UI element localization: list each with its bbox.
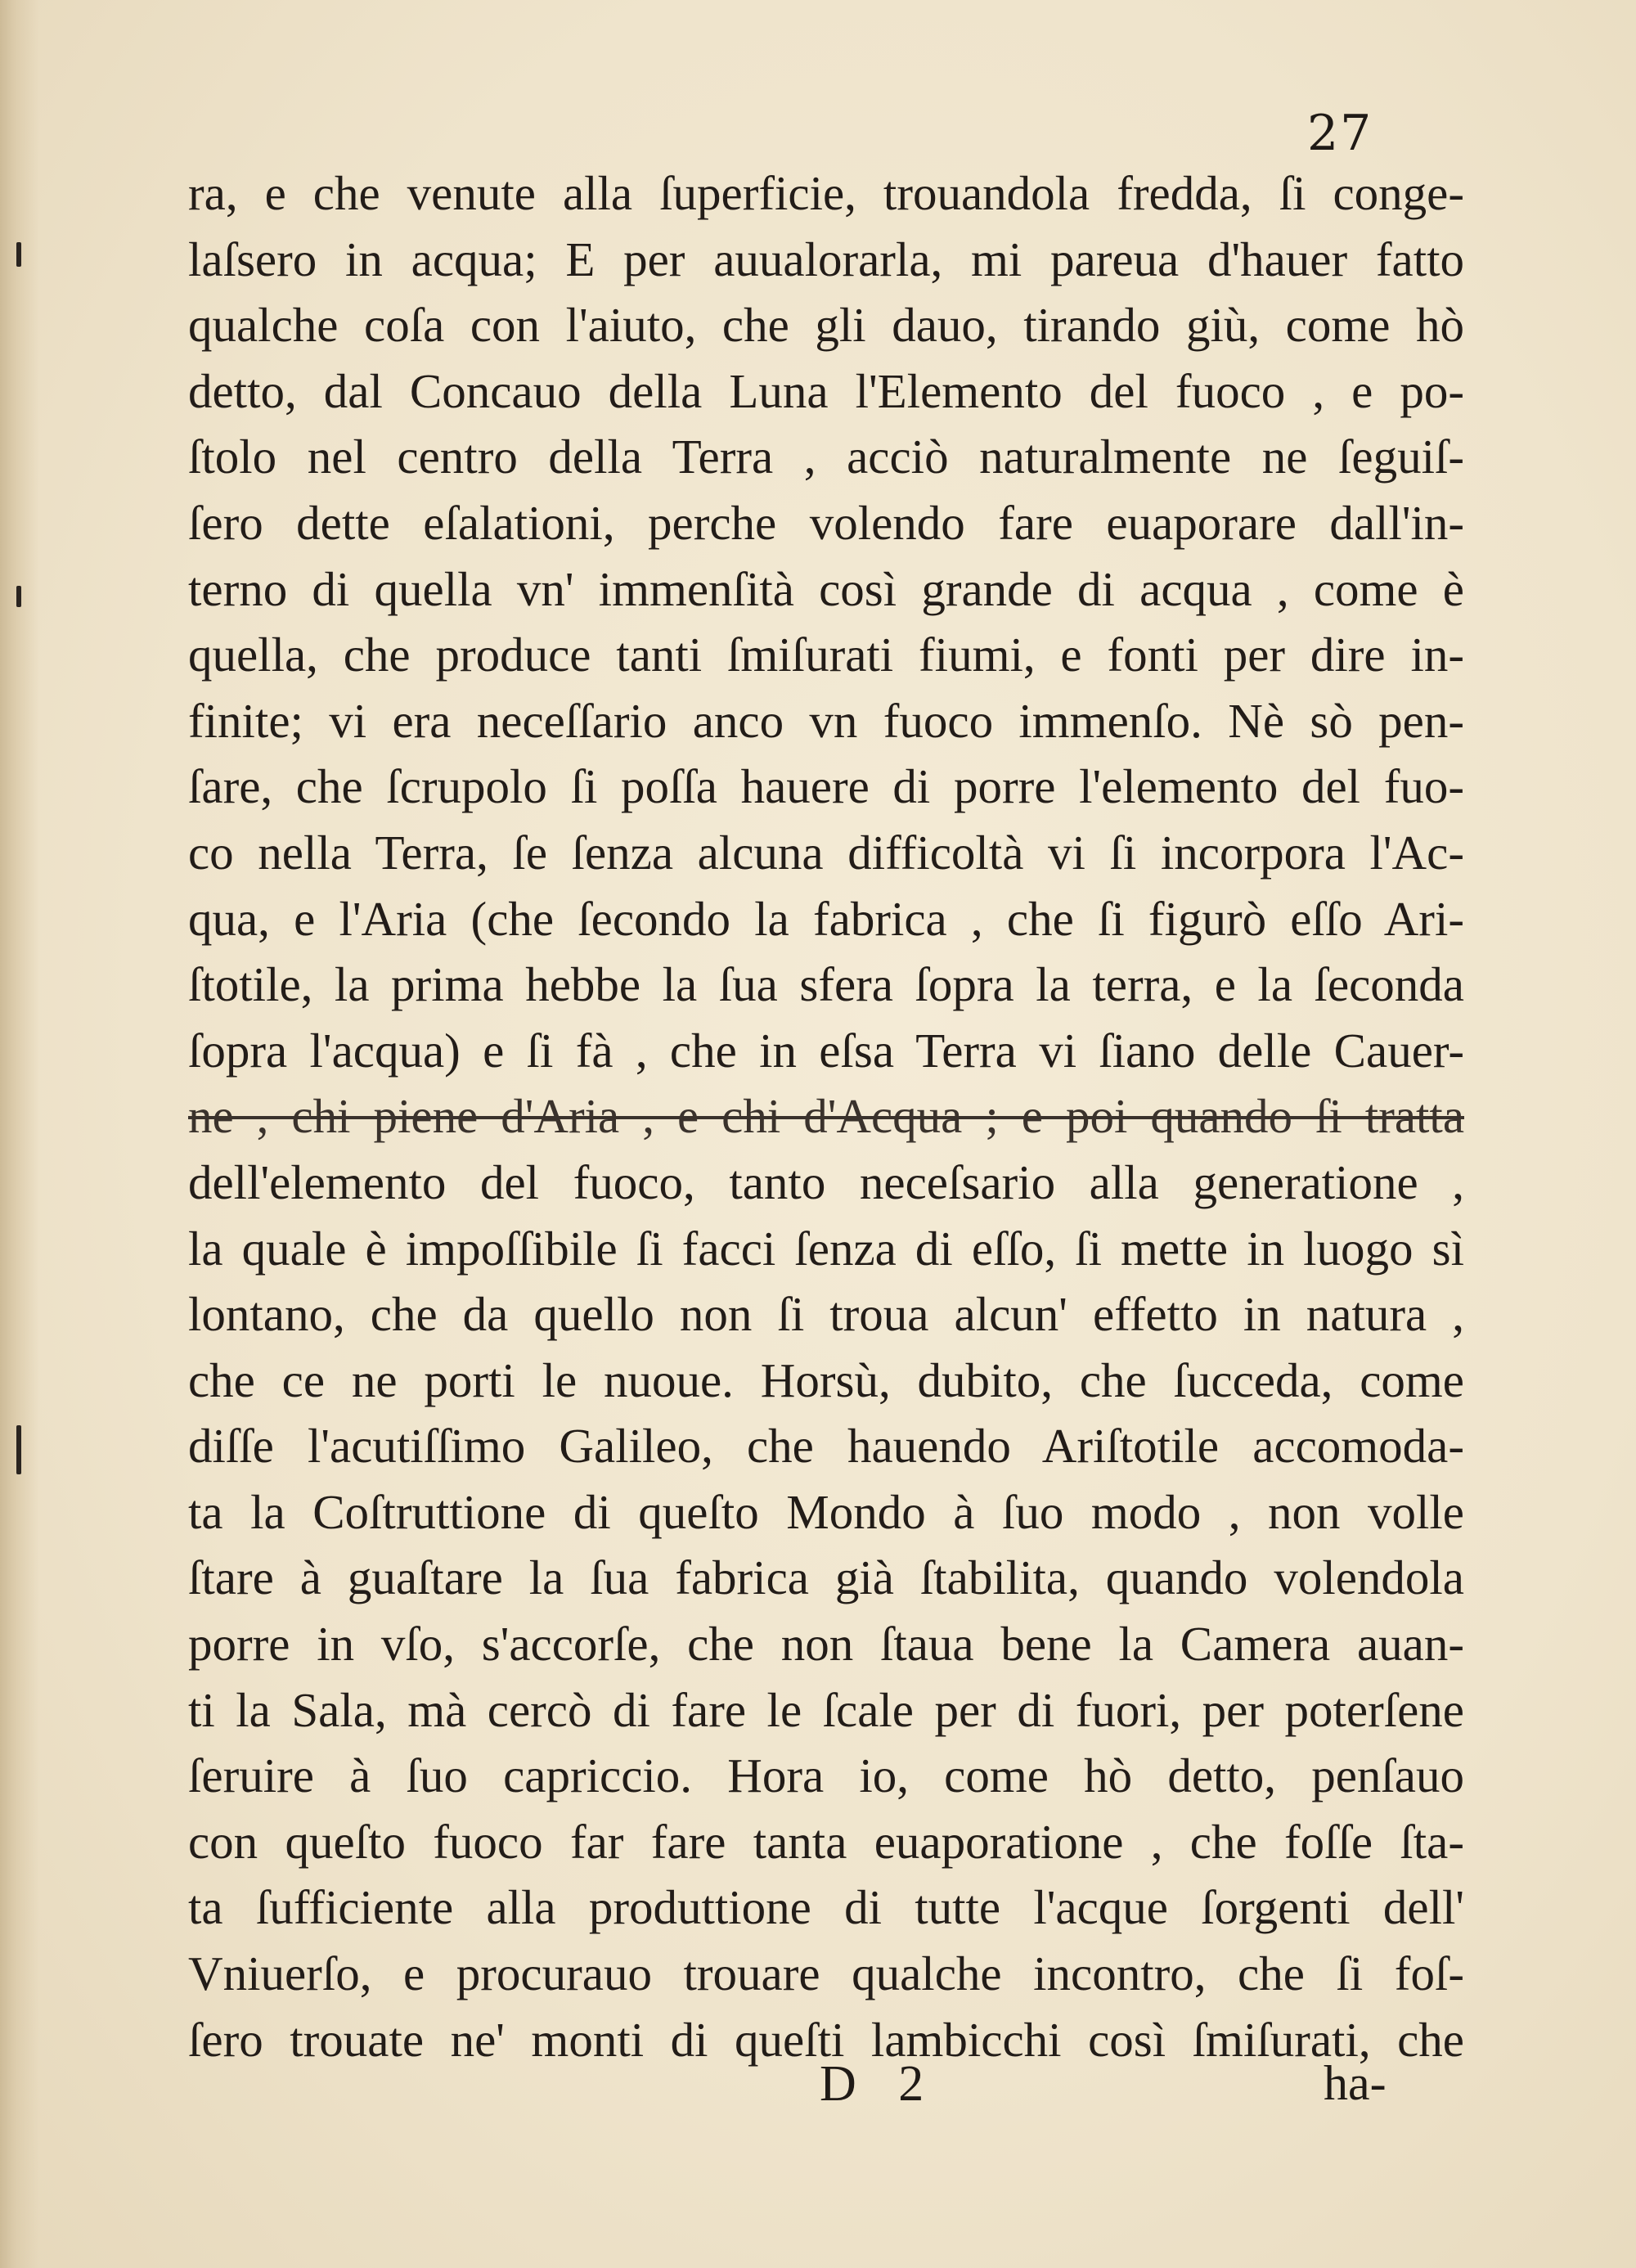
text-line: qua, e l'Aria (che ſecondo la fabrica , che ſi figurò eſſo Ari- (188, 891, 1464, 946)
text-line: qualche coſa con l'aiuto, che gli dauo, tirando giù, come hò (188, 298, 1464, 353)
body-text (188, 160, 1464, 2072)
text-line: detto, dal Concauo della Luna l'Elemento del fuoco , e po- (188, 363, 1464, 418)
text-line: ra, e che venute alla ſuperficie, trouandola fredda, ſi conge- (188, 166, 1464, 220)
edge-mark-middle (16, 586, 21, 607)
text-line: co nella Terra, ſe ſenza alcuna difficoltà vi ſi incorpora l'Ac- (188, 825, 1464, 880)
text-line: porre in vſo, s'accorſe, che non ſtaua bene la Camera auan- (188, 1617, 1464, 1672)
struck-text-line: ne , chi piene d'Aria , e chi d'Acqua ; e poi quando ſi tratta (188, 1089, 1464, 1144)
text-line: ſero dette eſalationi, perche volendo fare euaporare dall'in- (188, 495, 1464, 550)
text-line: la quale è impoſſibile ſi facci ſenza di eſſo, ſi mette in luogo sì (188, 1221, 1464, 1276)
page-number: 27 (1307, 105, 1373, 162)
text-line: che ce ne porti le nuoue. Horsù, dubito, che ſucceda, come (188, 1352, 1464, 1407)
catchword: ha- (1324, 2056, 1387, 2110)
text-line: ta ſufficiente alla produttione di tutte l'acque ſorgenti dell' (188, 1880, 1464, 1935)
page-gutter (0, 0, 39, 2268)
text-line: laſsero in acqua; E per auualorarla, mi pareua d'hauer fatto (188, 232, 1464, 286)
text-line: finite; vi era neceſſario anco vn fuoco immenſo. Nè sò pen- (188, 693, 1464, 748)
text-line: ſeruire à ſuo capriccio. Hora io, come hò detto, penſauo (188, 1748, 1464, 1803)
text-line: ta la Coſtruttione di queſto Mondo à ſuo modo , non volle (188, 1484, 1464, 1539)
text-line: ſtare à guaſtare la ſua fabrica già ſtabilita, quando volendola (188, 1550, 1464, 1605)
text-line: ſare, che ſcrupolo ſi poſſa hauere di porre l'elemento del fuo- (188, 759, 1464, 814)
text-line: Vniuerſo, e procurauo trouare qualche incontro, che ſi foſ- (188, 1946, 1464, 2001)
signature-mark: D 2 (820, 2056, 939, 2112)
text-line: diſſe l'acutiſſimo Galileo, che hauendo Ariſtotile accomoda- (188, 1419, 1464, 1474)
text-line: ſtotile, la prima hebbe la ſua sfera ſopra la terra, e la ſeconda (188, 957, 1464, 1012)
text-line: ſtolo nel centro della Terra , acciò naturalmente ne ſeguiſ- (188, 430, 1464, 484)
edge-mark-top (16, 242, 21, 267)
text-line: ti la Sala, mà cercò di fare le ſcale per di fuori, per poterſene (188, 1682, 1464, 1737)
text-line: ſero trouate ne' monti di queſti lambicchi così ſmiſurati, che (188, 2012, 1464, 2067)
text-line: ſopra l'acqua) e ſi fà , che in eſsa Terra vi ſiano delle Cauer- (188, 1023, 1464, 1078)
text-line: lontano, che da quello non ſi troua alcun' effetto in natura , (188, 1287, 1464, 1342)
edge-mark-lower (16, 1425, 21, 1474)
text-line: con queſto fuoco far fare tanta euaporatione , che foſſe ſta- (188, 1814, 1464, 1869)
text-line: quella, che produce tanti ſmiſurati fiumi, e fonti per dire in- (188, 628, 1464, 682)
text-line: terno di quella vn' immenſità così grande di acqua , come è (188, 561, 1464, 616)
text-line: dell'elemento del fuoco, tanto neceſsario alla generatione , (188, 1154, 1464, 1209)
